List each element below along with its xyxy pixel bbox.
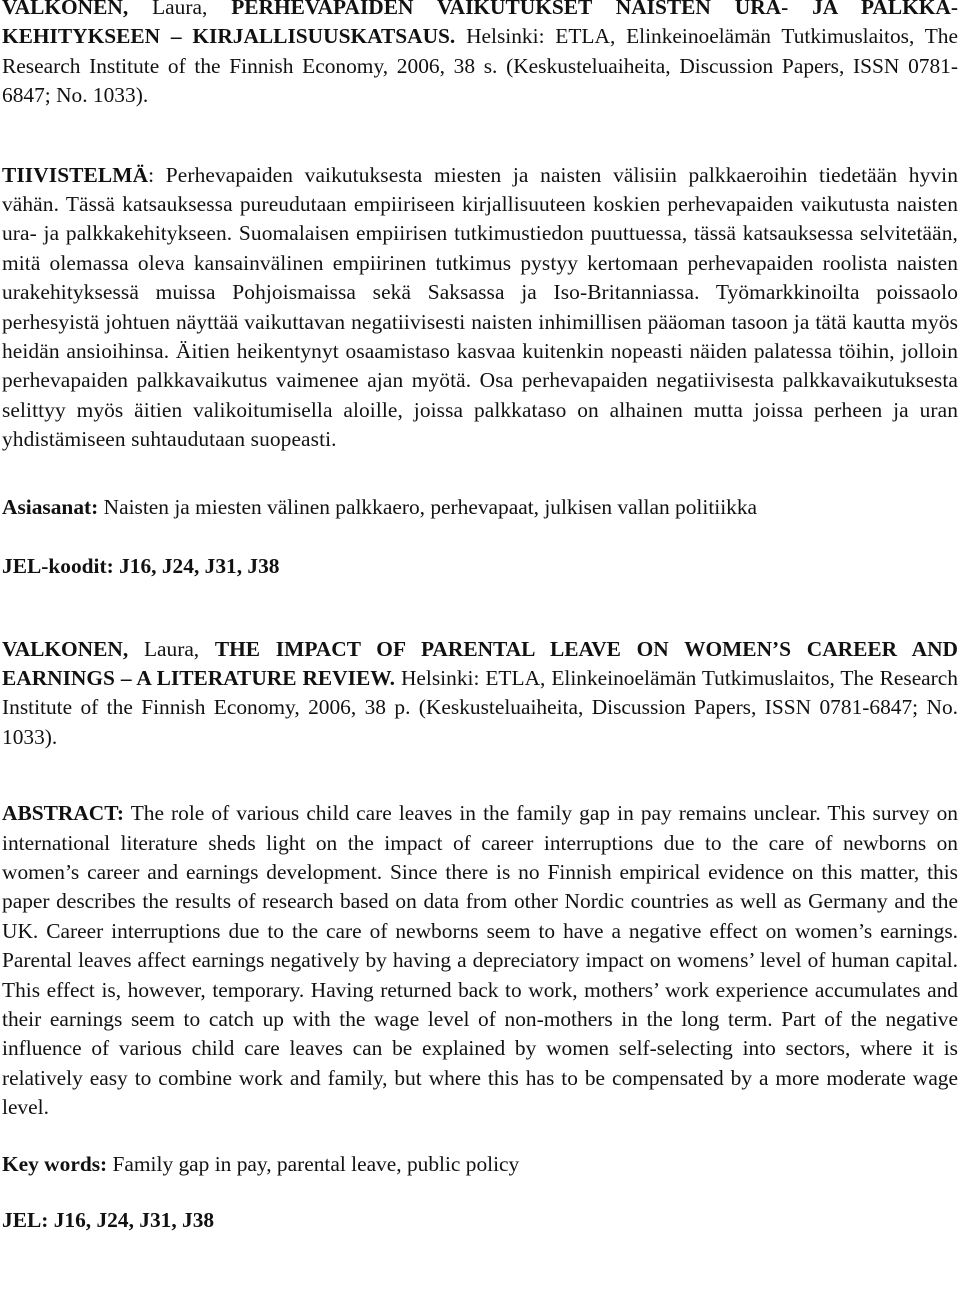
english-keywords bbox=[2, 1150, 958, 1179]
english-citation-title: THE IMPACT OF PARENTAL LEAVE ON WOMEN’S CAREER AND EARNINGS – A LITERATURE REVIEW. bbox=[2, 636, 958, 690]
finnish-jel-label: JEL-koodit: J16, J24, J31, J38 bbox=[2, 554, 280, 579]
finnish-abstract bbox=[2, 161, 958, 455]
finnish-keywords bbox=[2, 493, 958, 522]
finnish-citation-given-name: Laura, bbox=[152, 0, 208, 19]
finnish-jel-codes bbox=[2, 552, 958, 581]
finnish-keywords-text: Naisten ja miesten välinen palkkaero, perhevapaat, julkisen vallan politiikka bbox=[103, 494, 758, 519]
english-jel-label: JEL: J16, J24, J31, J38 bbox=[2, 1208, 215, 1232]
english-abstract-label: ABSTRACT: bbox=[2, 801, 125, 826]
finnish-citation-title: PERHEVAPAIDEN VAIKUTUKSET NAISTEN URA- JA PALKKAKEHITYKSEEN – KIRJALLISUUSKATSAUS. bbox=[2, 0, 958, 49]
finnish-keywords-label: Asiasanat: bbox=[2, 494, 99, 519]
english-citation-author: VALKONEN, bbox=[2, 636, 129, 661]
english-jel-codes bbox=[2, 1206, 958, 1235]
english-citation-publisher: Helsinki: ETLA, Elinkeinoelämän Tutkimuslaitos, The Research Institute of the Finnish Economy, 2006, 38 p. (Keskusteluaiheita, Discussion Papers, ISSN 0781-6847; No. 1033). bbox=[2, 665, 958, 749]
english-keywords-label: Key words: bbox=[2, 1151, 108, 1176]
english-abstract-text: The role of various child care leaves in the family gap in pay remains unclear. This survey on international literature sheds light on the impact of career interruptions due to the care of newborns on women’s career and earnings development. Since there is no Finnish empirical evidence on this matter, this paper describes the results of research based on data from other Nordic countries as well as Germany and the UK. Career interruptions due to the care of newborns seem to have a negative effect on women’s earnings. Parental leaves affect earnings negatively by having a depreciatory impact on womens’ level of human capital. This effect is, however, temporary. Having returned back to work, mothers’ work experience accumulates and their earnings seem to catch up with the wage level of non-mothers in the long term. Part of the negative influence of various child care leaves can be explained by women self-selecting into sectors, where it is relatively easy to combine work and family, but where this has to be compensated by a more moderate wage level. bbox=[2, 801, 958, 1120]
finnish-citation-publisher: Helsinki: ETLA, Elinkeinoelämän Tutkimuslaitos, The Research Institute of the Finnish Economy, 2006, 38 s. (Keskusteluaiheita, Discussion Papers, ISSN 0781-6847; No. 1033). bbox=[2, 24, 958, 108]
english-citation-given-name: Laura, bbox=[143, 636, 200, 661]
english-citation bbox=[2, 635, 958, 753]
finnish-citation bbox=[2, 0, 958, 111]
english-keywords-text: Family gap in pay, parental leave, public policy bbox=[112, 1151, 520, 1176]
finnish-abstract-text: : Perhevapaiden vaikutuksesta miesten ja naisten välisiin palkkaeroihin tiedetään hyvin vähän. Tässä katsauksessa pureudutaan empiiriseen kirjallisuuteen koskien perhevapaiden vaikutusta naisten ura- ja palkkakehitykseen. Suomalaisen empiirisen tutkimustiedon puuttuessa, tässä katsauksessa selvitetään, mitä olemassa oleva kansainvälinen empiirinen tutkimus pystyy kertomaan perhevapaiden roolista naisten urakehityksessä muissa Pohjoismaissa sekä Saksassa ja Iso-Britanniassa. Työmarkkinoilta poissaolo perhesyistä johtuen näyttää vaikuttavan negatiivisesti naisten inhimillisen pääoman tasoon ja tätä kautta myös heidän ansioihinsa. Äitien heikentynyt osaamistaso kasvaa kuitenkin nopeasti näiden palatessa töihin, jolloin perhevapaiden palkkavaikutus vaimenee ajan myötä. Osa perhevapaiden negatiivisesta palkkavaikutuksesta selittyy myös äitien valikoitumisella aloille, joissa palkkataso on alhainen mutta joissa perheen ja uran yhdistämiseen suhtaudutaan suopeasti. bbox=[2, 162, 958, 452]
english-abstract bbox=[2, 799, 958, 1122]
finnish-abstract-label: TIIVISTELMÄ bbox=[2, 162, 149, 187]
document-page bbox=[2, 0, 958, 1235]
finnish-citation-author: VALKONEN, bbox=[2, 0, 129, 19]
